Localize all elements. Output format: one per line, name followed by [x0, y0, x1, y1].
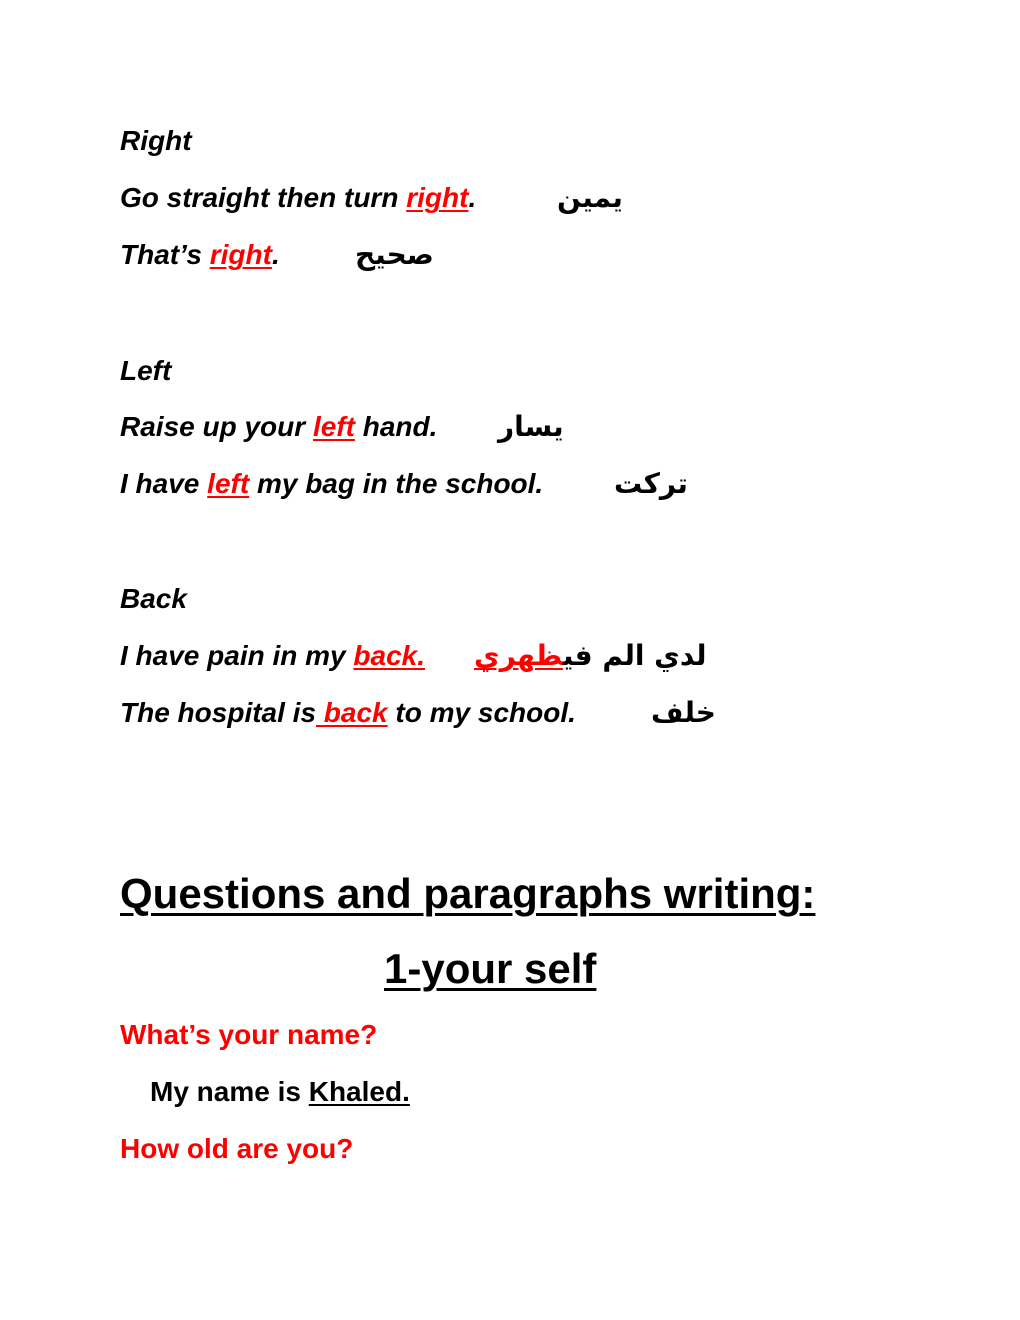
sentence-text: That’s — [120, 239, 210, 270]
arabic-highlight-word: ظهري — [474, 639, 563, 672]
section-title-back: Back — [120, 583, 187, 614]
highlight-word: left — [207, 468, 250, 499]
sentence-text: The hospital is — [120, 697, 317, 728]
section-subheading: 1-your self — [384, 945, 597, 992]
sentence-text: I have pain in my — [120, 640, 354, 671]
sentence-text: Raise up your — [120, 411, 313, 442]
question-2: How old are you? — [120, 1133, 354, 1164]
answer-text: My name is — [150, 1076, 309, 1107]
section-title-left: Left — [120, 355, 172, 386]
sentence-back-1 — [120, 639, 425, 673]
arabic-translation: صحيح — [355, 238, 434, 271]
sentence-left-1 — [120, 410, 437, 444]
question-1: What’s your name? — [120, 1019, 378, 1050]
sentence-text: hand. — [354, 411, 438, 442]
sentence-text: . — [468, 182, 477, 213]
arabic-translation: يمين — [557, 181, 623, 214]
arabic-translation: خلف — [651, 696, 716, 729]
highlight-word: back. — [353, 640, 426, 671]
sentence-text: to my school. — [387, 697, 576, 728]
sentence-right-2 — [120, 238, 280, 272]
highlight-word: right — [406, 182, 469, 213]
sentence-text: my bag in the school. — [249, 468, 544, 499]
sentence-right-1 — [120, 181, 476, 215]
sentence-text: . — [271, 239, 280, 270]
section-title-right: Right — [120, 125, 192, 156]
highlight-word: back — [316, 697, 388, 728]
arabic-translation — [474, 639, 707, 673]
highlight-word: left — [312, 411, 355, 442]
arabic-text: لدي الم في — [562, 639, 707, 672]
arabic-translation: يسار — [498, 410, 564, 443]
sentence-text: Go straight then turn — [120, 182, 407, 213]
answer-name: Khaled. — [308, 1076, 410, 1107]
answer-1 — [150, 1075, 410, 1109]
sentence-left-2 — [120, 467, 543, 501]
highlight-word: right — [209, 239, 272, 270]
sentence-back-2 — [120, 696, 576, 730]
sentence-text: I have — [120, 468, 208, 499]
page-heading: Questions and paragraphs writing: — [120, 870, 816, 917]
arabic-translation: تركت — [614, 467, 688, 500]
